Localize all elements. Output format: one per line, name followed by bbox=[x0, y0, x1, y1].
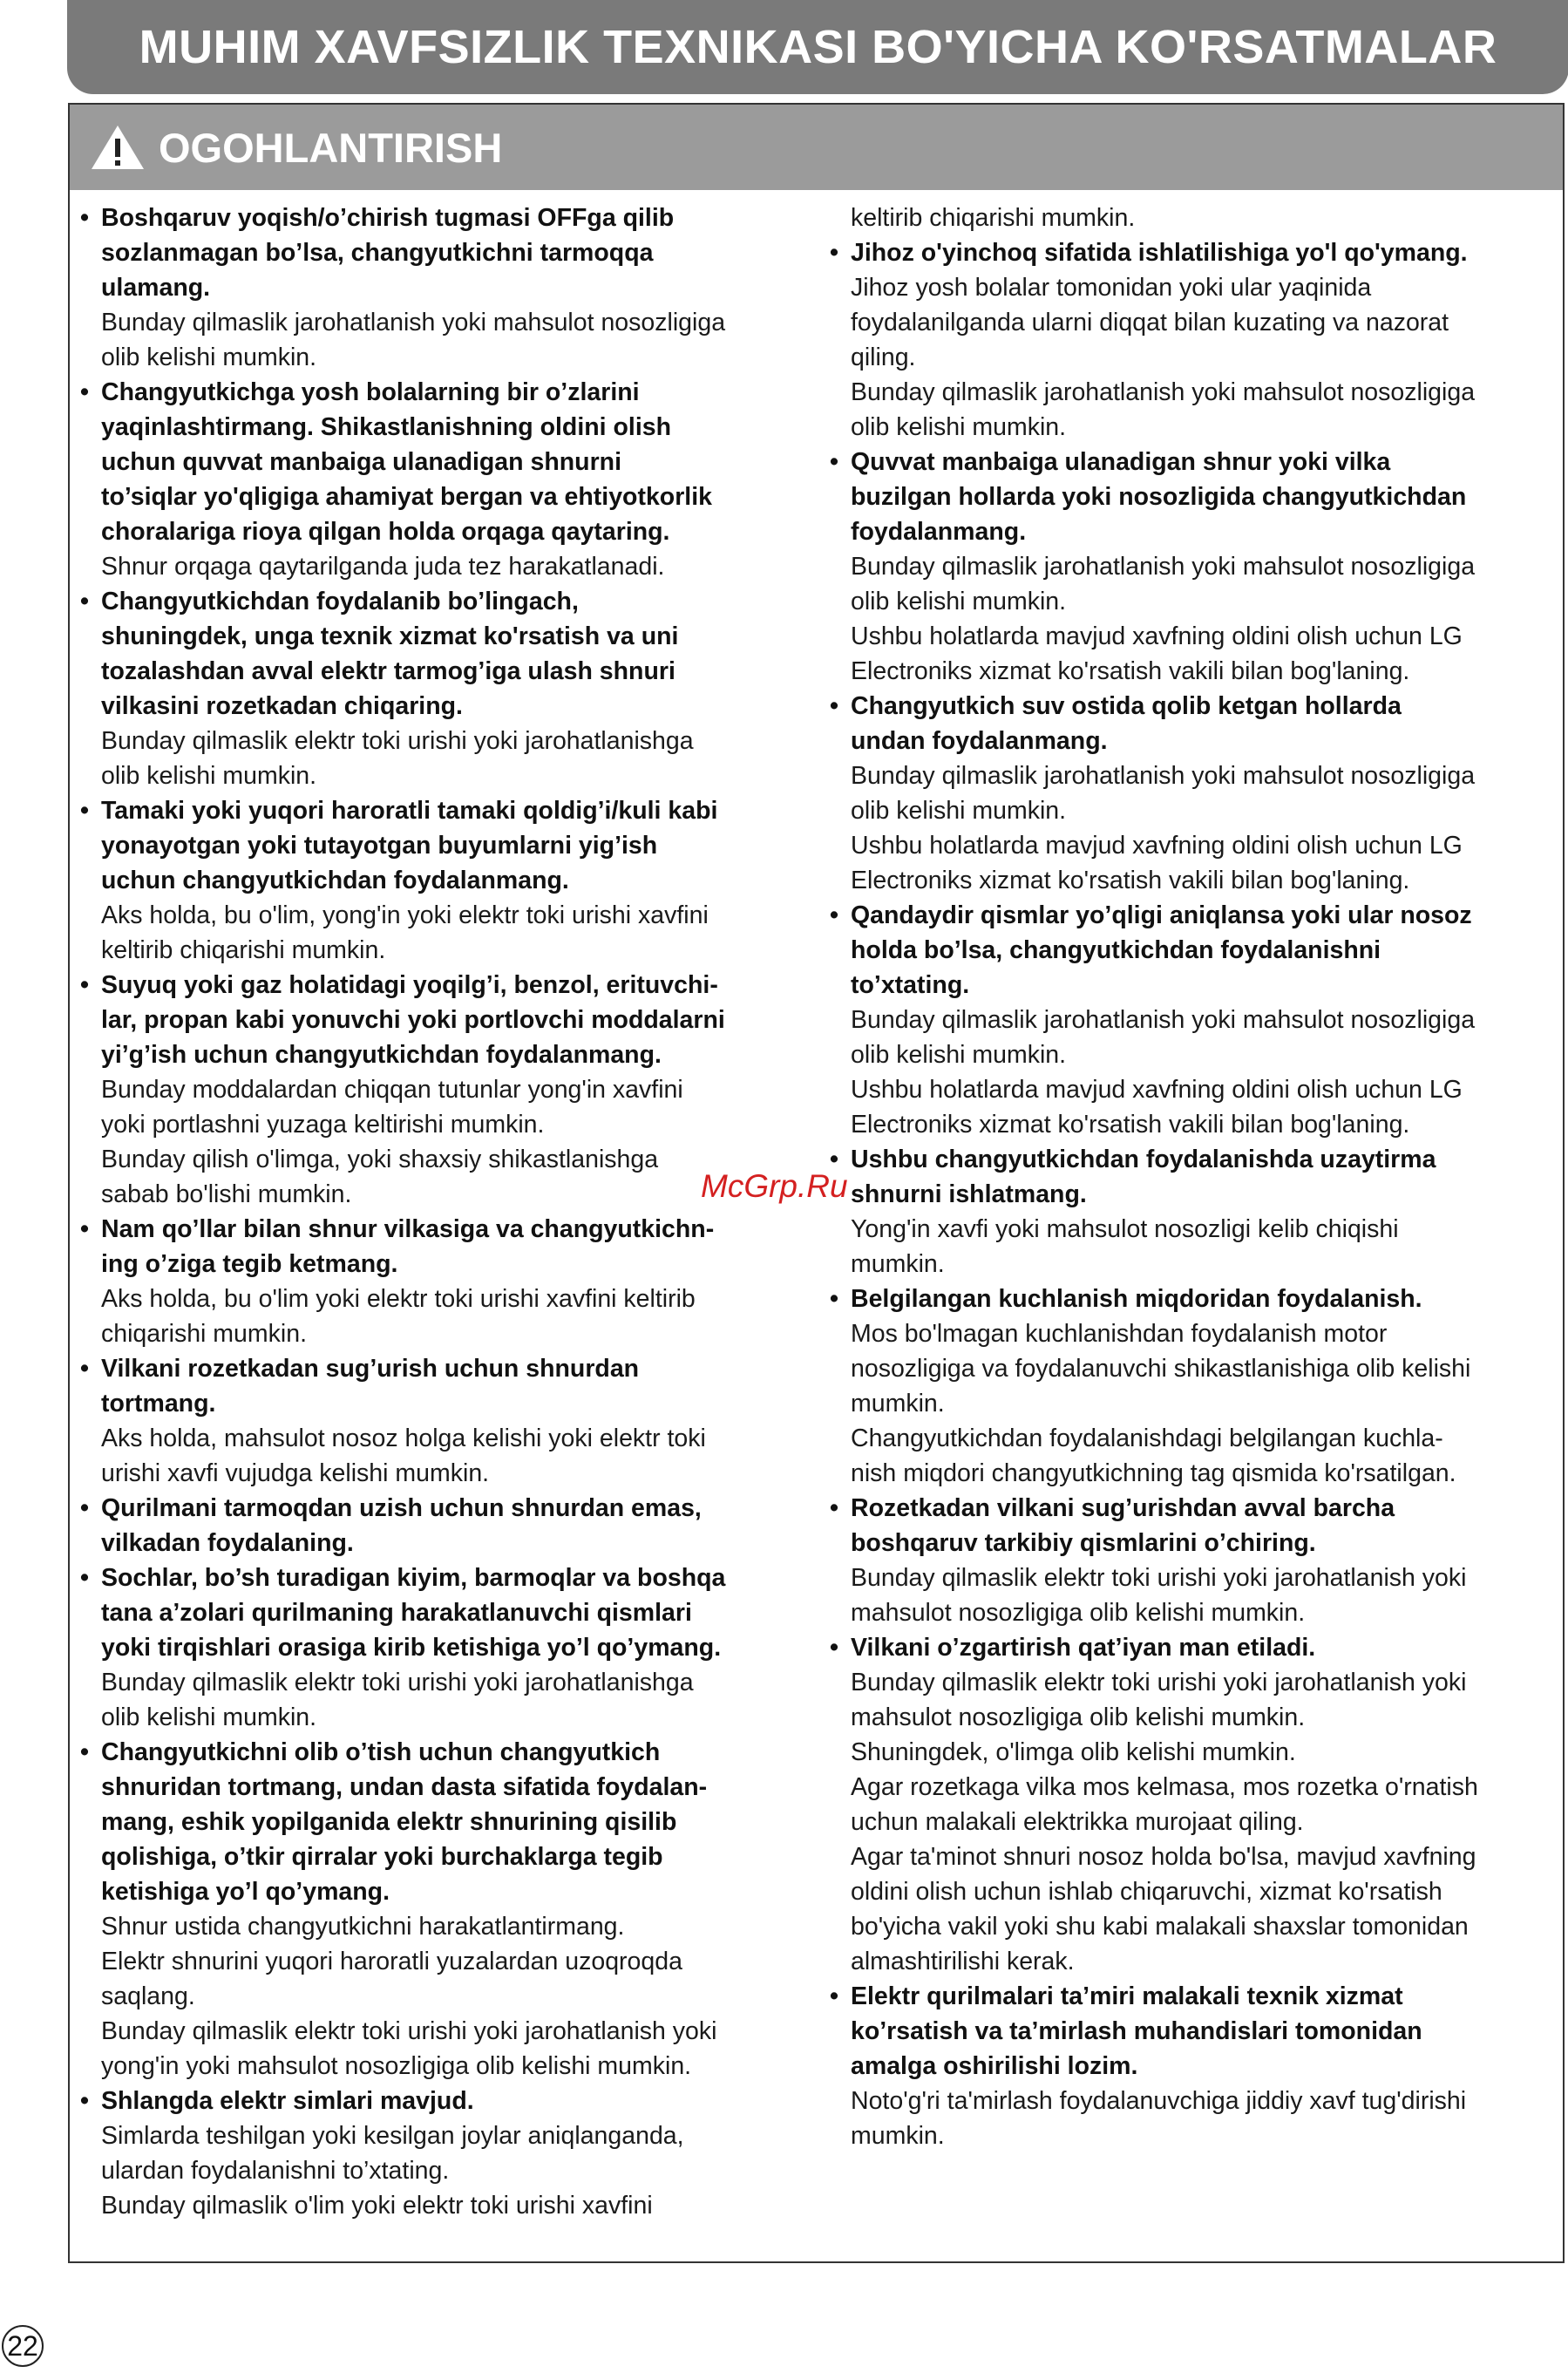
item-text-line: Agar ta'minot shnuri nosoz holda bo'lsa, mavjud xavfning bbox=[851, 1843, 1476, 1871]
item-heading-line: sozlanmagan bo’lsa, changyutkichni tarmoqqa bbox=[101, 239, 654, 267]
item-heading-line: Changyutkichni olib o’tish uchun changyutkich bbox=[101, 1738, 661, 1766]
page-title: MUHIM XAVFSIZLIK TEXNIKASI BO'YICHA KO'RSATMALAR bbox=[139, 21, 1497, 73]
warning-item bbox=[80, 1491, 821, 1560]
watermark: McGrp.Ru bbox=[701, 1168, 848, 1204]
warning-item bbox=[830, 235, 1562, 445]
item-text-line: mumkin. bbox=[851, 2122, 945, 2150]
item-heading-line: Belgilangan kuchlanish miqdoridan foydalanish. bbox=[851, 1285, 1422, 1313]
item-text-line: Bunday qilmaslik jarohatlanish yoki mahsulot nosozligiga bbox=[851, 553, 1476, 581]
item-heading-line: Jihoz o'yinchoq sifatida ishlatilishiga yo'l qo'ymang. bbox=[851, 239, 1468, 267]
item-text-line: almashtirilishi kerak. bbox=[851, 1948, 1075, 1975]
item-text-line: olib kelishi mumkin. bbox=[851, 797, 1067, 825]
warning-item bbox=[80, 1560, 821, 1735]
item-text-line: mumkin. bbox=[851, 1390, 945, 1418]
item-text-line: Mos bo'lmagan kuchlanishdan foydalanish motor bbox=[851, 1320, 1388, 1348]
item-text-line: qiling. bbox=[851, 343, 916, 371]
warning-item bbox=[830, 1282, 1562, 1491]
item-text-line: Aks holda, bu o'lim yoki elektr toki urishi xavfini keltirib bbox=[101, 1285, 696, 1313]
item-text-line: oldini olish uchun ishlab chiqaruvchi, xizmat ko'rsatish bbox=[851, 1878, 1442, 1906]
bullet-icon: • bbox=[830, 692, 838, 720]
item-text-line: Bunday qilmaslik o'lim yoki elektr toki urishi xavfini bbox=[101, 2192, 653, 2220]
page-number: 22 bbox=[2, 2325, 44, 2367]
bullet-icon: • bbox=[830, 1285, 838, 1313]
item-text-line: chiqarishi mumkin. bbox=[101, 1320, 307, 1348]
item-heading-line: shnuridan tortmang, undan dasta sifatida foydalan- bbox=[101, 1773, 708, 1801]
warning-item bbox=[830, 689, 1562, 898]
warning-item bbox=[830, 1630, 1562, 1979]
item-heading-line: Qurilmani tarmoqdan uzish uchun shnurdan emas, bbox=[101, 1494, 702, 1522]
bullet-icon: • bbox=[80, 1494, 89, 1522]
bullet-icon: • bbox=[80, 971, 89, 999]
item-text-line: olib kelishi mumkin. bbox=[101, 762, 317, 790]
item-heading-line: Sochlar, bo’sh turadigan kiyim, barmoqlar va boshqa bbox=[101, 1564, 726, 1592]
item-heading-line: lar, propan kabi yonuvchi yoki portlovchi moddalarni bbox=[101, 1006, 725, 1034]
item-heading-line: ulamang. bbox=[101, 274, 211, 302]
item-heading-line: tana a’zolari qurilmaning harakatlanuvchi qismlari bbox=[101, 1599, 692, 1627]
warning-item bbox=[80, 1735, 821, 2084]
bullet-icon: • bbox=[80, 378, 89, 406]
item-heading-line: Ushbu changyutkichdan foydalanishda uzaytirma bbox=[851, 1146, 1436, 1173]
bullet-icon: • bbox=[80, 1564, 89, 1592]
item-heading-line: holda bo’lsa, changyutkichdan foydalanishni bbox=[851, 936, 1381, 964]
item-heading-line: mang, eshik yopilganida elektr shnurining qisilib bbox=[101, 1808, 677, 1836]
item-text-line: Bunday qilmaslik elektr toki urishi yoki jarohatlanish yoki bbox=[851, 1564, 1467, 1592]
item-heading-line: foydalanmang. bbox=[851, 518, 1027, 546]
item-text-line: Elektr shnurini yuqori haroratli yuzalardan uzoqroqda bbox=[101, 1948, 682, 1975]
item-text-line: Agar rozetkaga vilka mos kelmasa, mos rozetka o'rnatish bbox=[851, 1773, 1478, 1801]
item-heading-line: buzilgan hollarda yoki nosozligida changyutkichdan bbox=[851, 483, 1467, 511]
item-heading-line: Tamaki yoki yuqori haroratli tamaki qoldig’i/kuli kabi bbox=[101, 797, 718, 825]
item-heading-line: Quvvat manbaiga ulanadigan shnur yoki vilka bbox=[851, 448, 1391, 476]
item-heading-line: shuningdek, unga texnik xizmat ko'rsatish va uni bbox=[101, 622, 679, 650]
bullet-icon: • bbox=[830, 1146, 838, 1173]
item-heading-line: Vilkani rozetkadan sug’urish uchun shnurdan bbox=[101, 1355, 640, 1383]
item-heading-line: Boshqaruv yoqish/o’chirish tugmasi OFFga qilib bbox=[101, 204, 675, 232]
warning-item bbox=[80, 201, 821, 375]
item-text-line: bo'yicha vakil yoki shu kabi malakali shaxslar tomonidan bbox=[851, 1913, 1469, 1941]
warning-item bbox=[80, 793, 821, 968]
item-heading-line: undan foydalanmang. bbox=[851, 727, 1108, 755]
item-text-line: saqlang. bbox=[101, 1982, 195, 2010]
item-heading-line: ketishiga yo’l qo’ymang. bbox=[101, 1878, 390, 1906]
item-text-line: mahsulot nosozligiga olib kelishi mumkin. bbox=[851, 1599, 1306, 1627]
item-text-line: olib kelishi mumkin. bbox=[851, 1041, 1067, 1069]
item-heading-line: amalga oshirilishi lozim. bbox=[851, 2052, 1138, 2080]
bullet-icon: • bbox=[830, 239, 838, 267]
item-text-line: olib kelishi mumkin. bbox=[851, 413, 1067, 441]
item-text-line: Bunday moddalardan chiqqan tutunlar yong'in xavfini bbox=[101, 1076, 683, 1104]
item-text-line: Electroniks xizmat ko'rsatish vakili bilan bog'laning. bbox=[851, 657, 1410, 685]
item-heading-line: ing o’ziga tegib ketmang. bbox=[101, 1250, 398, 1278]
item-heading-line: Elektr qurilmalari ta’miri malakali texnik xizmat bbox=[851, 1982, 1403, 2010]
item-text-line: Aks holda, mahsulot nosoz holga kelishi yoki elektr toki bbox=[101, 1424, 706, 1452]
warning-bar bbox=[70, 105, 1563, 190]
item-heading-line: Qandaydir qismlar yo’qligi aniqlansa yoki ular nosoz bbox=[851, 901, 1472, 929]
item-heading-line: shnurni ishlatmang. bbox=[851, 1180, 1087, 1208]
item-text-line: urishi xavfi vujudga kelishi mumkin. bbox=[101, 1459, 490, 1487]
header-bar bbox=[67, 0, 1568, 94]
item-text-line: Bunday qilmaslik elektr toki urishi yoki jarohatlanishga bbox=[101, 1669, 694, 1696]
item-text-line: Noto'g'ri ta'mirlash foydalanuvchiga jiddiy xavf tug'dirishi bbox=[851, 2087, 1467, 2115]
item-heading-line: Changyutkich suv ostida qolib ketgan hollarda bbox=[851, 692, 1402, 720]
item-text-line: Aks holda, bu o'lim, yong'in yoki elektr toki urishi xavfini bbox=[101, 901, 709, 929]
bullet-icon: • bbox=[80, 1215, 89, 1243]
item-heading-line: tozalashdan avval elektr tarmog’iga ulash shnuri bbox=[101, 657, 675, 685]
item-text-line: olib kelishi mumkin. bbox=[101, 343, 317, 371]
item-text-line: Electroniks xizmat ko'rsatish vakili bilan bog'laning. bbox=[851, 1111, 1410, 1139]
left-column bbox=[80, 201, 821, 2223]
item-heading-line: Nam qo’llar bilan shnur vilkasiga va changyutkichn- bbox=[101, 1215, 715, 1243]
item-heading-line: tortmang. bbox=[101, 1390, 216, 1418]
item-heading-line: vilkasini rozetkadan chiqaring. bbox=[101, 692, 463, 720]
item-text-line: nosozligiga va foydalanuvchi shikastlanishiga olib kelishi bbox=[851, 1355, 1471, 1383]
item-heading-line: Changyutkichga yosh bolalarning bir o’zlarini bbox=[101, 378, 640, 406]
warning-item bbox=[80, 584, 821, 793]
item-heading-line: vilkadan foydalaning. bbox=[101, 1529, 354, 1557]
item-text-line: olib kelishi mumkin. bbox=[851, 588, 1067, 615]
bullet-icon: • bbox=[830, 901, 838, 929]
item-heading-line: uchun quvvat manbaiga ulanadigan shnurni bbox=[101, 448, 621, 476]
item-text-line: Ushbu holatlarda mavjud xavfning oldini olish uchun LG bbox=[851, 832, 1463, 860]
bullet-icon: • bbox=[80, 797, 89, 825]
item-heading-line: Suyuq yoki gaz holatidagi yoqilg’i, benzol, erituvchi- bbox=[101, 971, 718, 999]
warning-item bbox=[80, 2084, 821, 2223]
bullet-icon: • bbox=[80, 1738, 89, 1766]
item-text-line: Shnur orqaga qaytarilganda juda tez harakatlanadi. bbox=[101, 553, 665, 581]
item-text-line: foydalanilganda ularni diqqat bilan kuzating va nazorat bbox=[851, 309, 1449, 337]
warning-item bbox=[80, 1212, 821, 1351]
item-text-line: Bunday qilmaslik jarohatlanish yoki mahsulot nosozligiga bbox=[851, 762, 1476, 790]
item-text-line: Electroniks xizmat ko'rsatish vakili bilan bog'laning. bbox=[851, 867, 1410, 894]
item-text-line: Bunday qilmaslik jarohatlanish yoki mahsulot nosozligiga bbox=[101, 309, 726, 337]
bullet-icon: • bbox=[830, 1494, 838, 1522]
item-heading-line: boshqaruv tarkibiy qismlarini o’chiring. bbox=[851, 1529, 1316, 1557]
bullet-icon: • bbox=[80, 588, 89, 615]
item-text-line: keltirib chiqarishi mumkin. bbox=[851, 204, 1136, 232]
warning-item bbox=[80, 1351, 821, 1491]
item-text-line: yong'in yoki mahsulot nosozligiga olib kelishi mumkin. bbox=[101, 2052, 692, 2080]
item-text-line: Changyutkichdan foydalanishdagi belgilangan kuchla- bbox=[851, 1424, 1443, 1452]
item-text-line: Bunday qilmaslik jarohatlanish yoki mahsulot nosozligiga bbox=[851, 378, 1476, 406]
item-heading-line: Rozetkadan vilkani sug’urishdan avval barcha bbox=[851, 1494, 1395, 1522]
item-heading-line: yaqinlashtirmang. Shikastlanishning oldini olish bbox=[101, 413, 672, 441]
warning-item bbox=[830, 1142, 1562, 1282]
item-text-line: Shuningdek, o'limga olib kelishi mumkin. bbox=[851, 1738, 1296, 1766]
item-text-line: Simlarda teshilgan yoki kesilgan joylar aniqlanganda, bbox=[101, 2122, 684, 2150]
item-text-line: mahsulot nosozligiga olib kelishi mumkin. bbox=[851, 1703, 1306, 1731]
warning-item bbox=[830, 1491, 1562, 1630]
warning-item bbox=[830, 1979, 1562, 2153]
item-text-line: yoki portlashni yuzaga keltirishi mumkin. bbox=[101, 1111, 545, 1139]
item-heading-line: yi’g’ish uchun changyutkichdan foydalanmang. bbox=[101, 1041, 662, 1069]
item-text-line: Bunday qilish o'limga, yoki shaxsiy shikastlanishga bbox=[101, 1146, 659, 1173]
bullet-icon: • bbox=[80, 1355, 89, 1383]
item-text-line: sabab bo'lishi mumkin. bbox=[101, 1180, 352, 1208]
item-text-line: Yong'in xavfi yoki mahsulot nosozligi kelib chiqishi bbox=[851, 1215, 1399, 1243]
item-text-line: ulardan foydalanishni to’xtating. bbox=[101, 2157, 450, 2185]
item-text-line: uchun malakali elektrikka murojaat qiling. bbox=[851, 1808, 1304, 1836]
warning-item bbox=[830, 445, 1562, 689]
item-text-line: Bunday qilmaslik elektr toki urishi yoki jarohatlanish yoki bbox=[101, 2017, 717, 2045]
right-column bbox=[830, 201, 1562, 2153]
continued-text bbox=[830, 201, 1562, 235]
item-text-line: mumkin. bbox=[851, 1250, 945, 1278]
bullet-icon: • bbox=[80, 204, 89, 232]
item-text-line: Shnur ustida changyutkichni harakatlantirmang. bbox=[101, 1913, 625, 1941]
item-text-line: Ushbu holatlarda mavjud xavfning oldini olish uchun LG bbox=[851, 622, 1463, 650]
item-heading-line: Shlangda elektr simlari mavjud. bbox=[101, 2087, 474, 2115]
item-heading-line: ko’rsatish va ta’mirlash muhandislari tomonidan bbox=[851, 2017, 1422, 2045]
item-heading-line: to’siqlar yo'qligiga ahamiyat bergan va ehtiyotkorlik bbox=[101, 483, 712, 511]
item-text-line: olib kelishi mumkin. bbox=[101, 1703, 317, 1731]
bullet-icon: • bbox=[80, 2087, 89, 2115]
item-heading-line: to’xtating. bbox=[851, 971, 970, 999]
item-text-line: Ushbu holatlarda mavjud xavfning oldini olish uchun LG bbox=[851, 1076, 1463, 1104]
warning-triangle-icon bbox=[89, 123, 146, 172]
item-heading-line: qolishiga, o’tkir qirralar yoki burchaklarga tegib bbox=[101, 1843, 663, 1871]
item-heading-line: uchun changyutkichdan foydalanmang. bbox=[101, 867, 569, 894]
item-text-line: keltirib chiqarishi mumkin. bbox=[101, 936, 386, 964]
item-text-line: Bunday qilmaslik elektr toki urishi yoki jarohatlanishga bbox=[101, 727, 694, 755]
item-heading-line: yoki tirqishlari orasiga kirib ketishiga yo’l qo’ymang. bbox=[101, 1634, 722, 1662]
item-heading-line: yonayotgan yoki tutayotgan buyumlarni yig’ish bbox=[101, 832, 658, 860]
bullet-icon: • bbox=[830, 1982, 838, 2010]
warning-item bbox=[830, 898, 1562, 1142]
item-heading-line: Vilkani o’zgartirish qat’iyan man etiladi. bbox=[851, 1634, 1316, 1662]
item-text-line: Bunday qilmaslik elektr toki urishi yoki jarohatlanish yoki bbox=[851, 1669, 1467, 1696]
warning-title: OGOHLANTIRISH bbox=[159, 124, 503, 171]
item-heading-line: Changyutkichdan foydalanib bo’lingach, bbox=[101, 588, 579, 615]
item-text-line: nish miqdori changyutkichning tag qismida ko'rsatilgan. bbox=[851, 1459, 1456, 1487]
bullet-icon: • bbox=[830, 448, 838, 476]
item-heading-line: choralariga rioya qilgan holda orqaga qaytaring. bbox=[101, 518, 670, 546]
item-text-line: Jihoz yosh bolalar tomonidan yoki ular yaqinida bbox=[851, 274, 1372, 302]
warning-item bbox=[80, 375, 821, 584]
bullet-icon: • bbox=[830, 1634, 838, 1662]
item-text-line: Bunday qilmaslik jarohatlanish yoki mahsulot nosozligiga bbox=[851, 1006, 1476, 1034]
